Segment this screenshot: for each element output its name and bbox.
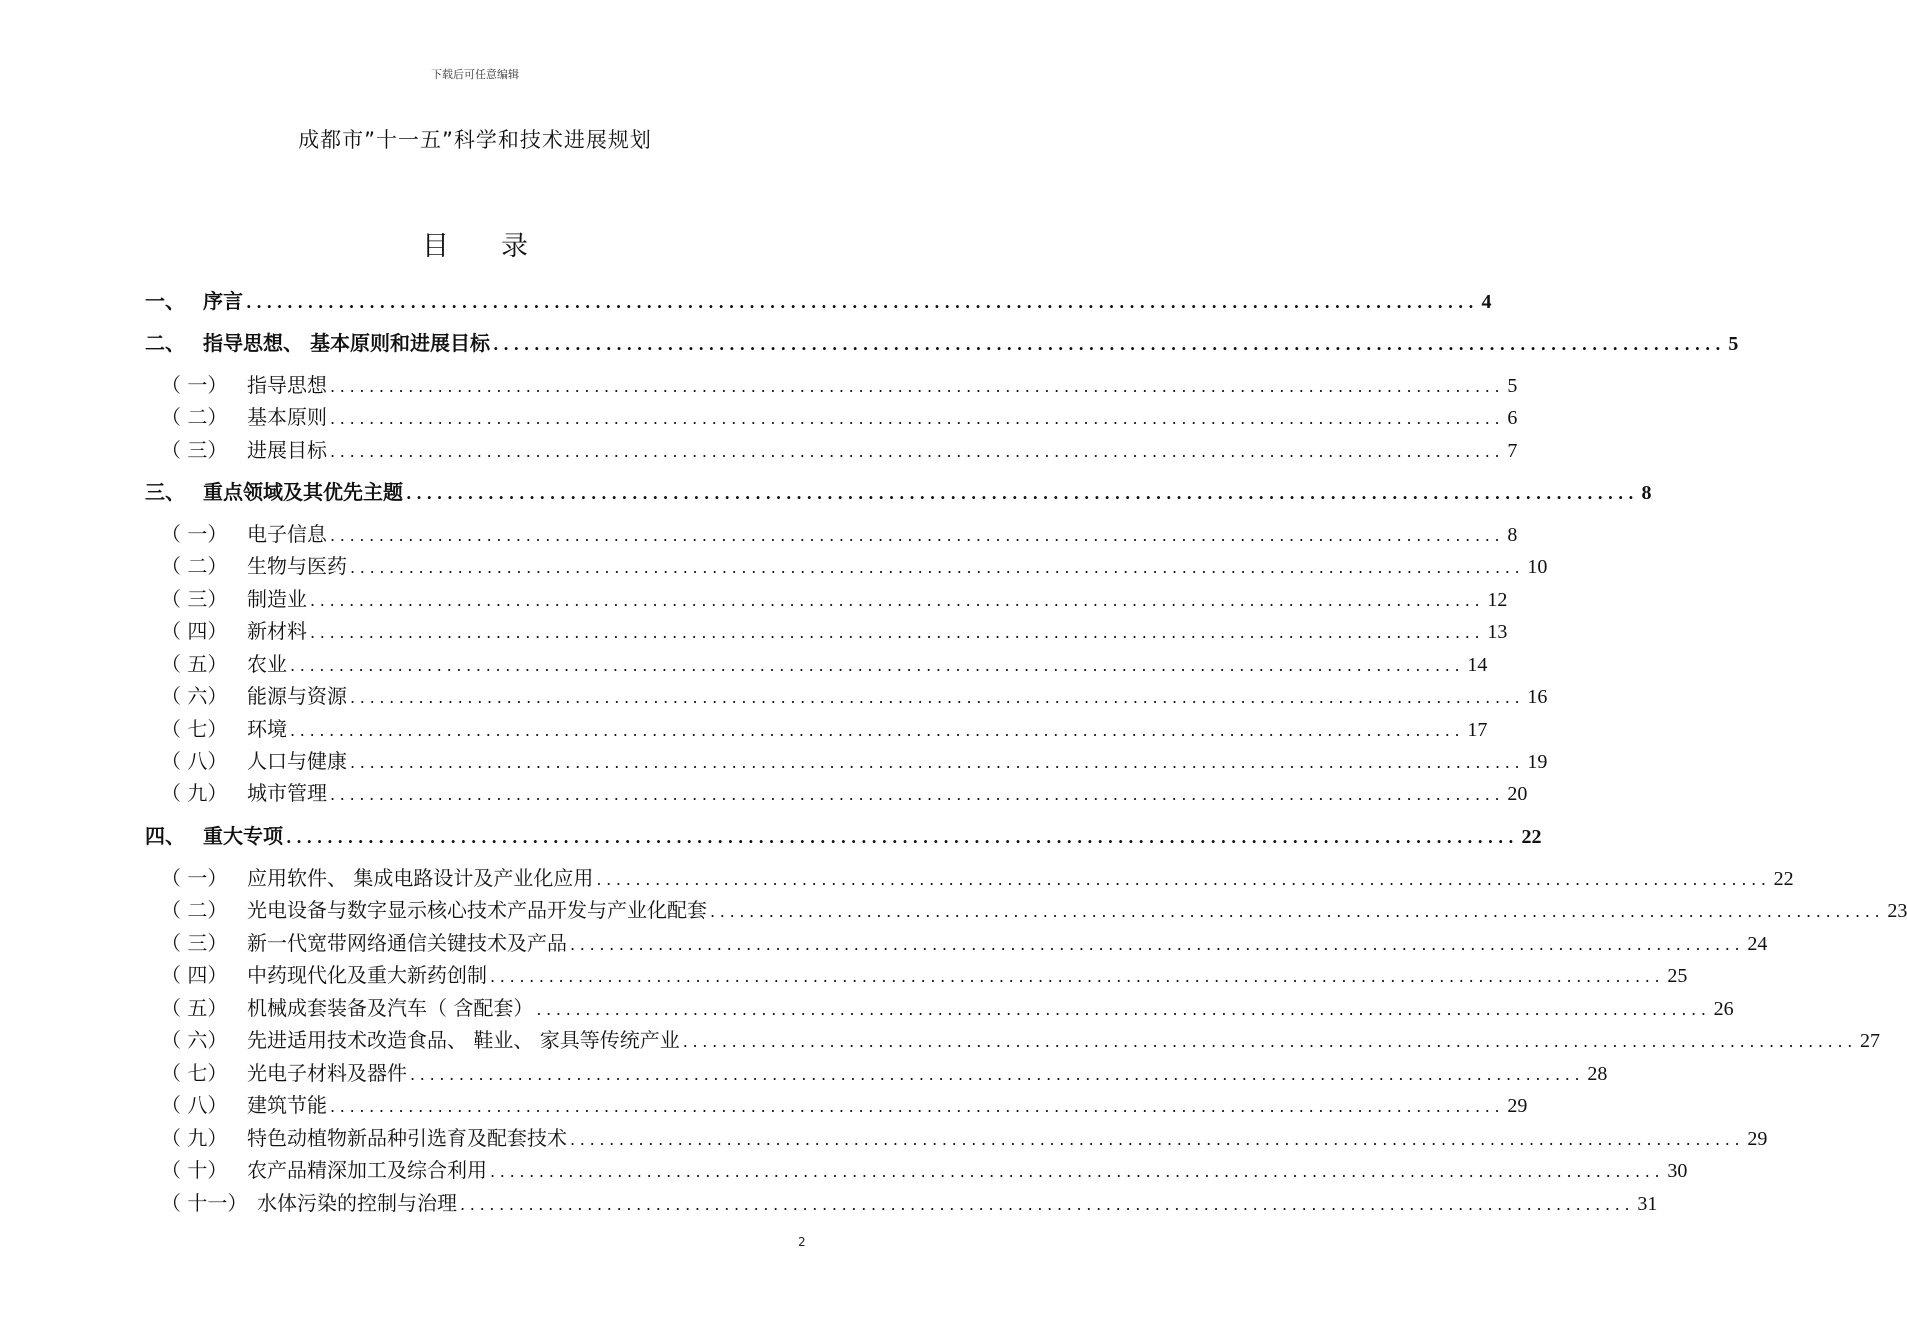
toc-entry-title: 指导思想 bbox=[247, 373, 327, 397]
toc-entry-number: （ 九） bbox=[161, 781, 228, 805]
toc-entry-page: 17 bbox=[1467, 719, 1488, 741]
toc-dot-leader: ........................................................................................................................ bbox=[570, 935, 1745, 954]
toc-entry-number: （ 六） bbox=[161, 1028, 228, 1052]
toc-chapter-entry[interactable] bbox=[145, 820, 1542, 849]
toc-section-entry[interactable] bbox=[145, 745, 1548, 774]
toc-entry-number: （ 一） bbox=[161, 522, 228, 546]
toc-dot-leader: ........................................................................................................................ bbox=[246, 293, 1479, 312]
toc-entry-number: （ 一） bbox=[161, 373, 228, 397]
toc-entry-number: （ 七） bbox=[161, 1061, 228, 1085]
toc-dot-leader: ........................................................................................................................ bbox=[596, 870, 1771, 889]
toc-dot-leader: ........................................................................................................................ bbox=[710, 902, 1885, 921]
toc-entry-title: 水体污染的控制与治理 bbox=[257, 1191, 457, 1215]
toc-dot-leader: ........................................................................................................................ bbox=[310, 591, 1485, 610]
toc-entry-page: 5 bbox=[1507, 375, 1518, 397]
toc-section-entry[interactable] bbox=[145, 713, 1488, 742]
toc-section-entry[interactable] bbox=[145, 862, 1794, 891]
toc-chapter-entry[interactable] bbox=[145, 476, 1652, 505]
toc-section-entry[interactable] bbox=[145, 927, 1768, 956]
toc-entry-title: 序言 bbox=[203, 289, 243, 313]
toc-entry-title: 重大专项 bbox=[203, 824, 283, 848]
toc-section-entry[interactable] bbox=[145, 1122, 1768, 1151]
toc-section-entry[interactable] bbox=[145, 648, 1488, 677]
toc-entry-title: 指导思想、 基本原则和进展目标 bbox=[203, 331, 490, 355]
toc-entry-title: 农业 bbox=[247, 652, 287, 676]
toc-section-entry[interactable] bbox=[145, 518, 1518, 547]
toc-entry-title: 新一代宽带网络通信关键技术及产品 bbox=[247, 931, 567, 955]
toc-heading-char-1: 目 bbox=[422, 231, 449, 262]
page-number: 2 bbox=[798, 1235, 806, 1249]
toc-section-entry[interactable] bbox=[145, 992, 1734, 1021]
toc-entry-page: 6 bbox=[1507, 407, 1518, 429]
toc-dot-leader: ........................................................................................................................ bbox=[460, 1195, 1635, 1214]
toc-section-entry[interactable] bbox=[145, 1089, 1528, 1118]
header-note: 下载后可任意编辑 bbox=[431, 68, 519, 81]
toc-entry-title: 环境 bbox=[247, 717, 287, 741]
toc-dot-leader: ........................................................................................................................ bbox=[490, 1162, 1665, 1181]
toc-section-entry[interactable] bbox=[145, 1057, 1608, 1086]
toc-entry-page: 8 bbox=[1507, 524, 1518, 546]
toc-entry-page: 13 bbox=[1487, 621, 1508, 643]
toc-entry-number: （ 十一） bbox=[161, 1191, 248, 1215]
toc-entry-page: 26 bbox=[1713, 998, 1734, 1020]
toc-entry-page: 30 bbox=[1667, 1160, 1688, 1182]
toc-dot-leader: ........................................................................................................................ bbox=[286, 828, 1519, 847]
toc-entry-number: （ 九） bbox=[161, 1126, 228, 1150]
toc-entry-title: 人口与健康 bbox=[247, 749, 347, 773]
toc-entry-number: （ 三） bbox=[161, 587, 228, 611]
toc-dot-leader: ........................................................................................................................ bbox=[406, 484, 1639, 503]
toc-entry-title: 基本原则 bbox=[247, 405, 327, 429]
toc-entry-title: 能源与资源 bbox=[247, 684, 347, 708]
toc-dot-leader: ........................................................................................................................ bbox=[570, 1130, 1745, 1149]
toc-section-entry[interactable] bbox=[145, 777, 1528, 806]
toc-entry-page: 7 bbox=[1507, 440, 1518, 462]
toc-entry-title: 制造业 bbox=[247, 587, 307, 611]
toc-entry-title: 城市管理 bbox=[247, 781, 327, 805]
toc-entry-title: 光电子材料及器件 bbox=[247, 1061, 407, 1085]
toc-dot-leader: ........................................................................................................................ bbox=[330, 1097, 1505, 1116]
toc-dot-leader: ........................................................................................................................ bbox=[410, 1065, 1585, 1084]
toc-chapter-entry[interactable] bbox=[145, 327, 1739, 356]
document-title: 成都市”十一五”科学和技术进展规划 bbox=[298, 128, 652, 152]
toc-dot-leader: ........................................................................................................................ bbox=[330, 409, 1505, 428]
toc-entry-page: 29 bbox=[1747, 1128, 1768, 1150]
toc-section-entry[interactable] bbox=[145, 1187, 1658, 1216]
toc-entry-page: 14 bbox=[1467, 654, 1488, 676]
toc-entry-page: 22 bbox=[1521, 826, 1542, 848]
toc-dot-leader: ........................................................................................................................ bbox=[330, 377, 1505, 396]
toc-section-entry[interactable] bbox=[145, 894, 1907, 923]
toc-entry-page: 5 bbox=[1728, 333, 1739, 355]
toc-dot-leader: ........................................................................................................................ bbox=[290, 721, 1465, 740]
toc-entry-title: 建筑节能 bbox=[247, 1093, 327, 1117]
toc-chapter-entry[interactable] bbox=[145, 285, 1492, 314]
toc-entry-title: 新材料 bbox=[247, 619, 307, 643]
toc-entry-number: （ 五） bbox=[161, 996, 228, 1020]
toc-entry-title: 重点领域及其优先主题 bbox=[203, 480, 403, 504]
toc-entry-number: 二、 bbox=[145, 331, 185, 355]
toc-entry-page: 27 bbox=[1860, 1030, 1881, 1052]
toc-entry-number: （ 四） bbox=[161, 619, 228, 643]
toc-entry-number: （ 七） bbox=[161, 717, 228, 741]
toc-entry-page: 16 bbox=[1527, 686, 1548, 708]
toc-entry-number: （ 一） bbox=[161, 866, 228, 890]
toc-entry-page: 23 bbox=[1887, 900, 1907, 922]
toc-entry-number: （ 四） bbox=[161, 963, 228, 987]
toc-dot-leader: ........................................................................................................................ bbox=[330, 785, 1505, 804]
toc-entry-number: 三、 bbox=[145, 480, 185, 504]
toc-section-entry[interactable] bbox=[145, 434, 1518, 463]
toc-dot-leader: ........................................................................................................................ bbox=[350, 558, 1525, 577]
toc-entry-page: 25 bbox=[1667, 965, 1688, 987]
toc-entry-page: 20 bbox=[1507, 783, 1528, 805]
toc-entry-title: 应用软件、 集成电路设计及产业化应用 bbox=[247, 866, 594, 890]
toc-entry-title: 电子信息 bbox=[247, 522, 327, 546]
toc-entry-number: 四、 bbox=[145, 824, 185, 848]
toc-dot-leader: ........................................................................................................................ bbox=[350, 753, 1525, 772]
toc-entry-page: 12 bbox=[1487, 589, 1508, 611]
toc-section-entry[interactable] bbox=[145, 369, 1518, 398]
toc-entry-number: （ 三） bbox=[161, 438, 228, 462]
toc-dot-leader: ........................................................................................................................ bbox=[490, 967, 1665, 986]
toc-entry-number: （ 八） bbox=[161, 749, 228, 773]
toc-dot-leader: ........................................................................................................................ bbox=[492, 335, 1726, 354]
toc-entry-page: 28 bbox=[1587, 1063, 1608, 1085]
toc-entry-number: （ 三） bbox=[161, 931, 228, 955]
toc-entry-number: （ 八） bbox=[161, 1093, 228, 1117]
toc-section-entry[interactable] bbox=[145, 959, 1688, 988]
toc-dot-leader: ........................................................................................................................ bbox=[330, 526, 1505, 545]
toc-entry-title: 农产品精深加工及综合利用 bbox=[247, 1158, 487, 1182]
toc-entry-page: 8 bbox=[1641, 482, 1652, 504]
toc-entry-number: （ 六） bbox=[161, 684, 228, 708]
toc-section-entry[interactable] bbox=[145, 1024, 1881, 1053]
toc-entry-number: （ 二） bbox=[161, 898, 228, 922]
toc-entry-title: 机械成套装备及汽车（ 含配套） bbox=[247, 996, 534, 1020]
toc-entry-page: 19 bbox=[1527, 751, 1548, 773]
toc-entry-title: 特色动植物新品种引选育及配套技术 bbox=[247, 1126, 567, 1150]
toc-entry-title: 先进适用技术改造食品、 鞋业、 家具等传统产业 bbox=[247, 1028, 680, 1052]
toc-dot-leader: ........................................................................................................................ bbox=[290, 656, 1465, 675]
toc-section-entry[interactable] bbox=[145, 615, 1508, 644]
toc-entry-page: 31 bbox=[1637, 1193, 1658, 1215]
toc-section-entry[interactable] bbox=[145, 550, 1548, 579]
toc-entry-number: （ 五） bbox=[161, 652, 228, 676]
toc-entry-title: 生物与医药 bbox=[247, 554, 347, 578]
toc-entry-page: 29 bbox=[1507, 1095, 1528, 1117]
toc-entry-number: （ 十） bbox=[161, 1158, 228, 1182]
toc-entry-page: 24 bbox=[1747, 933, 1768, 955]
toc-entry-number: 一、 bbox=[145, 289, 185, 313]
toc-entry-title: 中药现代化及重大新药创制 bbox=[247, 963, 487, 987]
toc-dot-leader: ........................................................................................................................ bbox=[310, 623, 1485, 642]
toc-dot-leader: ........................................................................................................................ bbox=[682, 1032, 1858, 1051]
toc-entry-page: 10 bbox=[1527, 556, 1548, 578]
toc-section-entry[interactable] bbox=[145, 680, 1548, 709]
toc-dot-leader: ........................................................................................................................ bbox=[536, 1000, 1711, 1019]
toc-entry-page: 22 bbox=[1773, 868, 1794, 890]
toc-entry-number: （ 二） bbox=[161, 405, 228, 429]
toc-entry-title: 进展目标 bbox=[247, 438, 327, 462]
toc-dot-leader: ........................................................................................................................ bbox=[330, 442, 1505, 461]
toc-entry-title: 光电设备与数字显示核心技术产品开发与产业化配套 bbox=[247, 898, 707, 922]
toc-entry-number: （ 二） bbox=[161, 554, 228, 578]
toc-section-entry[interactable] bbox=[145, 401, 1518, 430]
toc-dot-leader: ........................................................................................................................ bbox=[350, 688, 1525, 707]
toc-section-entry[interactable] bbox=[145, 583, 1508, 612]
toc-entry-page: 4 bbox=[1481, 291, 1492, 313]
toc-heading-char-2: 录 bbox=[501, 231, 528, 262]
toc-section-entry[interactable] bbox=[145, 1154, 1688, 1183]
